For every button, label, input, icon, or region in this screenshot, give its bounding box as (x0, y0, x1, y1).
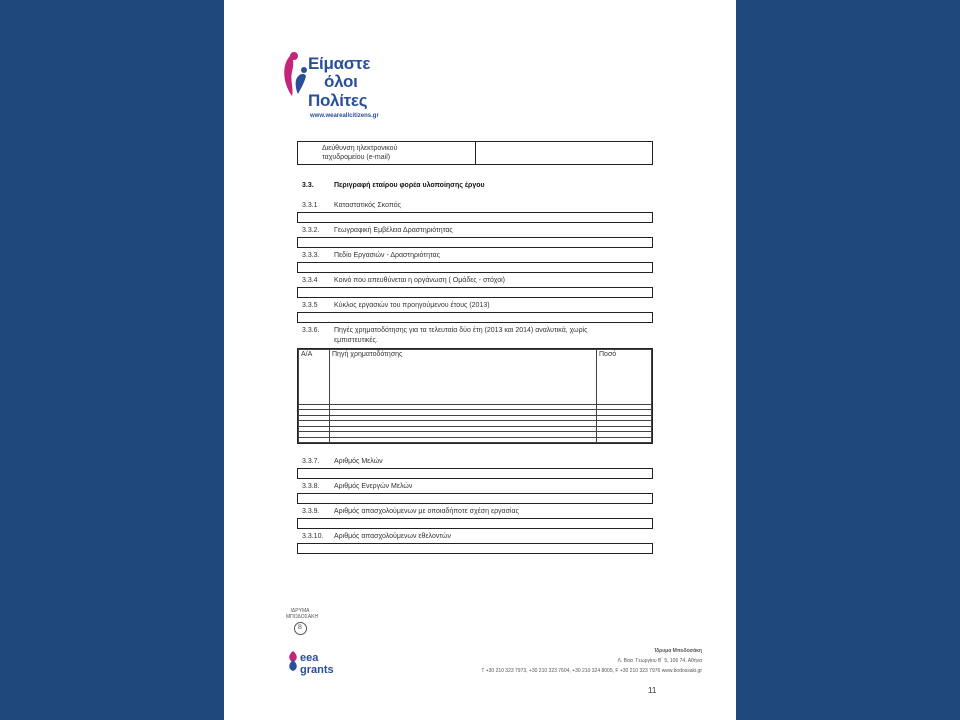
footer-contacts: T +30 210 323 7973, +30 210 323 7604, +30 210 324 8005, F +30 210 323 7976 www.bodossaki.gr (481, 668, 702, 674)
bodossaki-emblem-icon: B (294, 622, 307, 635)
page-number: 11 (648, 686, 657, 695)
answer-field-3-3-4[interactable] (297, 287, 653, 298)
footer-address: Λ. Βασ. Γεωργίου Β΄ 5, 106 74, Αθήνα (617, 658, 702, 664)
section-title: Περιγραφή εταίρου φορέα υλοποίησης έργου (334, 182, 485, 189)
item-label: Καταστατικός Σκοπός (334, 202, 401, 209)
logo-text-line1: Είμαστε (308, 54, 371, 73)
item-label: Κοινό που απευθύνεται η οργάνωση ( Ομάδες - στόχοι) (334, 277, 505, 284)
answer-field-3-3-10[interactable] (297, 543, 653, 554)
item-number: 3.3.2. (302, 227, 320, 234)
logo-text-line3: Πολίτες (308, 91, 368, 110)
eea-text: eea (300, 652, 319, 664)
item-number: 3.3.8. (302, 483, 320, 490)
item-number: 3.3.1 (302, 202, 318, 209)
bodossaki-line2: ΜΠΟΔΟΣΑΚΗ (286, 614, 319, 620)
eea-mark-icon (286, 650, 300, 672)
funding-label-line1: Πηγές χρηματοδότησης για τα τελευταία δύο έτη (2013 και 2014) αναλυτικά, χωρίς (334, 327, 588, 334)
email-label-cell (298, 142, 476, 164)
answer-field-3-3-7[interactable] (297, 468, 653, 479)
table-cell[interactable] (597, 437, 652, 442)
footer-org-name: Ίδρυμα Μποδοσάκη (653, 648, 702, 654)
eea-grants-logo (286, 648, 346, 682)
item-label: Αριθμός απασχολούμενων εθελοντών (334, 533, 451, 540)
table-row (299, 437, 652, 442)
answer-field-3-3-2[interactable] (297, 237, 653, 248)
column-header: Α/Α (299, 350, 330, 405)
item-label: Κύκλος εργασιών του προηγούμενου έτους (2013) (334, 302, 490, 309)
item-number: 3.3.9. (302, 508, 320, 515)
logo-url: www.weareallcitizens.gr (310, 113, 379, 119)
item-label: Πεδίο Εργασιών - Δραστηριότητας (334, 252, 441, 259)
logo-text-line2: όλοι (324, 72, 358, 91)
grants-text: grants (300, 664, 334, 676)
email-value-cell[interactable] (476, 142, 652, 164)
item-label: Αριθμός απασχολούμενων με οποιαδήποτε σχέση εργασίας (334, 508, 519, 515)
email-table (297, 141, 653, 165)
email-label-line2: ταχυδρομείου (e-mail) (322, 154, 391, 161)
item-number: 3.3.10. (302, 533, 324, 540)
answer-field-3-3-5[interactable] (297, 312, 653, 323)
item-number: 3.3.4 (302, 277, 318, 284)
item-label: Αριθμός Μελών (334, 458, 383, 465)
bodossaki-line1: ΙΔΡΥΜΑ (290, 608, 310, 614)
answer-field-3-3-3[interactable] (297, 262, 653, 273)
answer-field-3-3-8[interactable] (297, 493, 653, 504)
document-page (224, 0, 736, 720)
table-cell[interactable] (330, 437, 597, 442)
email-label-line1: Διεύθυνση ηλεκτρονικού (322, 145, 398, 152)
item-number: 3.3.7. (302, 458, 320, 465)
answer-field-3-3-1[interactable] (297, 212, 653, 223)
bodossaki-foundation-logo (286, 608, 319, 635)
column-header: Ποσό (597, 350, 652, 405)
funding-table (297, 348, 653, 444)
item-label: Αριθμός Ενεργών Μελών (334, 483, 413, 490)
section-number: 3.3. (302, 182, 314, 189)
people-figure-icon (280, 50, 310, 110)
item-number: 3.3.6. (302, 327, 320, 334)
item-number: 3.3.3. (302, 252, 320, 259)
item-label: Γεωγραφική Εμβέλεια Δραστηριότητας (334, 227, 453, 234)
column-header: Πηγή χρηματοδότησης (330, 350, 597, 405)
item-number: 3.3.5 (302, 302, 318, 309)
table-cell[interactable] (299, 437, 330, 442)
answer-field-3-3-9[interactable] (297, 518, 653, 529)
weareallcitizens-logo (280, 50, 420, 122)
table-header-row (299, 350, 652, 405)
funding-label-line2: εμπιστευτικές. (334, 337, 378, 344)
